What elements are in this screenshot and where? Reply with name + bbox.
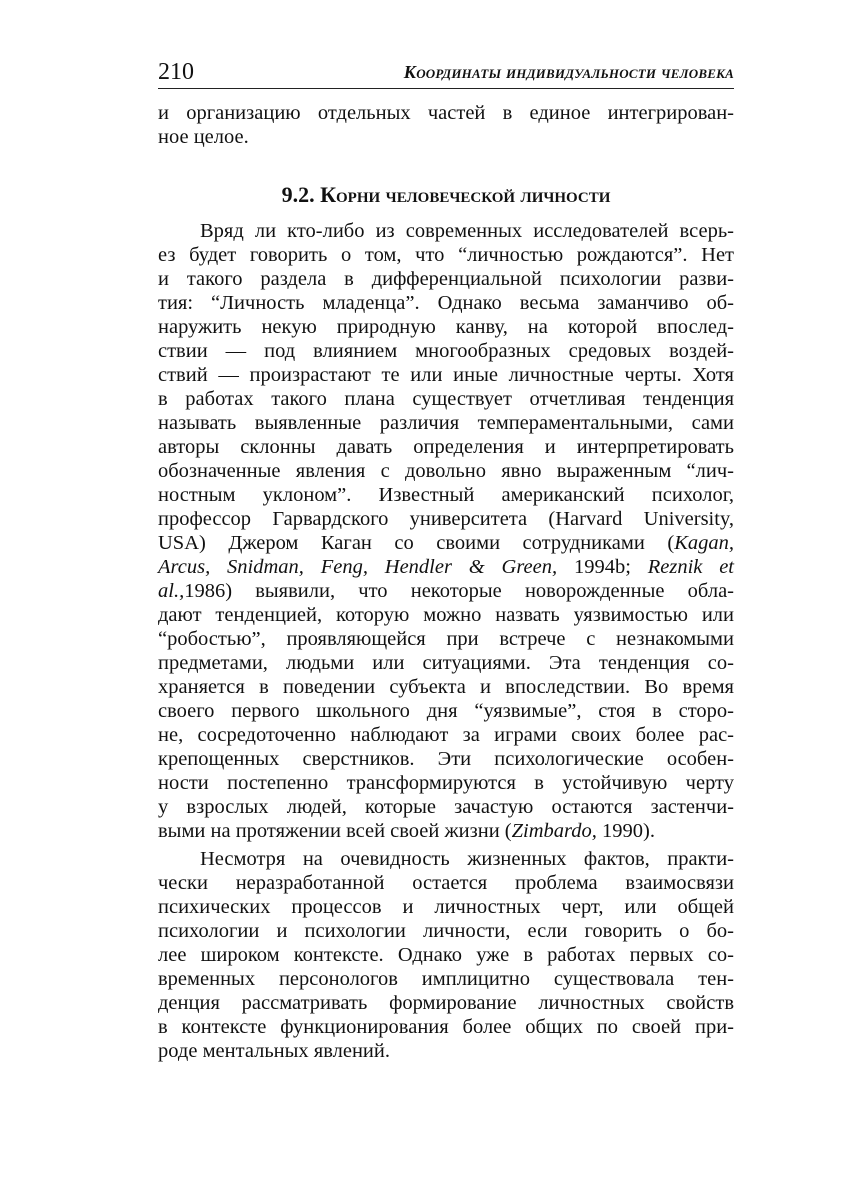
text-segment: 1986) выявили, что некоторые новорожденные обла- bbox=[184, 580, 734, 602]
running-title: Координаты индивидуальности человека bbox=[403, 62, 734, 82]
text-segment: 1990). bbox=[596, 820, 655, 842]
text-line: и организацию отдельных частей в единое интегрирован- bbox=[158, 102, 734, 124]
section-number: 9.2. bbox=[281, 182, 315, 207]
text-line bbox=[158, 531, 734, 555]
text-line: ности постепенно трансформируются в устойчивую черту bbox=[158, 772, 734, 794]
text-line: авторы склонны давать определения и интерпретировать bbox=[158, 436, 734, 458]
text-line: дают тенденцией, которую можно назвать уязвимостью или bbox=[158, 604, 734, 626]
text-segment: выми на протяжении всей своей жизни ( bbox=[158, 820, 512, 842]
citation: Zimbardo, bbox=[511, 820, 597, 842]
citation: Kagan, bbox=[674, 532, 734, 554]
text-line: крепощенных сверстников. Эти психологические особен- bbox=[158, 748, 734, 770]
text-line: Вряд ли кто-либо из современных исследователей всерь- bbox=[200, 220, 734, 242]
text-line: предметами, людьми или ситуациями. Эта тенденция со- bbox=[158, 652, 734, 674]
text-line: Несмотря на очевидность жизненных фактов, практи- bbox=[200, 848, 734, 870]
text-line: психических процессов и личностных черт, или общей bbox=[158, 896, 734, 918]
text-line: называть выявленные различия темпераментальными, сами bbox=[158, 412, 734, 434]
text-line: денция рассматривать формирование личностных свойств bbox=[158, 992, 734, 1014]
text-line: тия: “Личность младенца”. Однако весьма заманчиво об- bbox=[158, 292, 734, 314]
text-line: психологии и психологии личности, если говорить о бо- bbox=[158, 920, 734, 942]
citation: Reznik et bbox=[647, 556, 734, 578]
text-line: в контексте функционирования более общих по своей при- bbox=[158, 1016, 734, 1038]
text-line bbox=[158, 819, 734, 843]
text-line: ез будет говорить о том, что “личностью рождаются”. Нет bbox=[158, 244, 734, 266]
text-segment: 1994b; bbox=[557, 556, 648, 578]
text-line: ностным уклоном”. Известный американский психолог, bbox=[158, 484, 734, 506]
text-line: ное целое. bbox=[158, 126, 249, 148]
text-line: ствии — под влиянием многообразных средовых воздей- bbox=[158, 340, 734, 362]
text-line: храняется в поведении субъекта и впоследствии. Во время bbox=[158, 676, 734, 698]
text-line bbox=[158, 579, 734, 603]
text-line: своего первого школьного дня “уязвимые”, стоя в сторо- bbox=[158, 700, 734, 722]
header-rule bbox=[158, 88, 734, 89]
page-number: 210 bbox=[158, 59, 194, 85]
section-title: Корни человеческой личности bbox=[320, 182, 611, 207]
text-line bbox=[158, 555, 734, 579]
citation: al., bbox=[158, 580, 185, 602]
text-line: ствий — произрастают те или иные личностные черты. Хотя bbox=[158, 364, 734, 386]
text-segment: USA) Джером Каган со своими сотрудниками ( bbox=[158, 532, 675, 554]
section-heading bbox=[158, 181, 734, 209]
text-line: у взрослых людей, которые зачастую остаются застенчи- bbox=[158, 796, 734, 818]
text-line: “робостью”, проявляющейся при встрече с незнакомыми bbox=[158, 628, 734, 650]
text-line: временных персонологов имплицитно существовала тен- bbox=[158, 968, 734, 990]
page-header bbox=[158, 52, 734, 90]
text-line: чески неразработанной остается проблема взаимосвязи bbox=[158, 872, 734, 894]
text-line: обозначенные явления с довольно явно выраженным “лич- bbox=[158, 460, 734, 482]
text-line: роде ментальных явлений. bbox=[158, 1040, 390, 1062]
text-line: профессор Гарвардского университета (Harvard University, bbox=[158, 508, 734, 530]
citation: Arcus, Snidman, Feng, Hendler & Green, bbox=[158, 556, 558, 578]
text-line: не, сосредоточенно наблюдают за играми своих более рас- bbox=[158, 724, 734, 746]
text-line: наружить некую природную канву, на которой впослед- bbox=[158, 316, 734, 338]
text-line: и такого раздела в дифференциальной психологии разви- bbox=[158, 268, 734, 290]
text-line: лее широком контексте. Однако уже в работах первых со- bbox=[158, 944, 734, 966]
text-line: в работах такого плана существует отчетливая тенденция bbox=[158, 388, 734, 410]
